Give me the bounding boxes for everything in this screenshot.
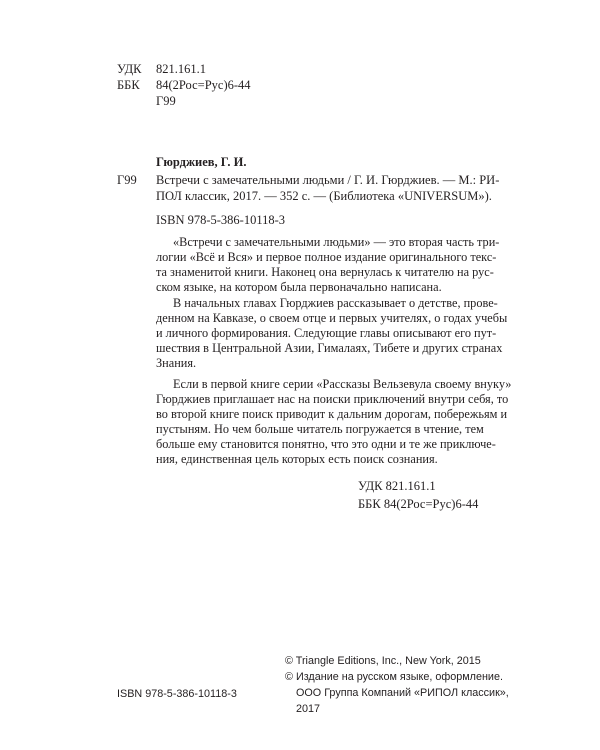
annotation-line: и личного формирования. Следующие главы описывают его пут-	[156, 326, 497, 340]
bibliographic-line: Встречи с замечательными людьми / Г. И. Гюрджиев. — М.: РИ-	[156, 173, 500, 187]
bbk-value: 84(2Рос=Рус)6-44	[156, 78, 251, 92]
copyright-line: 2017	[296, 703, 321, 715]
isbn-bottom: ISBN 978-5-386-10118-3	[117, 688, 237, 700]
author-heading: Гюрджиев, Г. И.	[156, 155, 247, 169]
annotation-line: «Встречи с замечательными людьми» — это вторая часть три-	[173, 235, 500, 249]
author-mark-top: Г99	[156, 94, 176, 108]
copyright-line: © Издание на русском языке, оформление.	[285, 671, 503, 683]
annotation-line: Если в первой книге серии «Рассказы Вельзевула своему внуку»	[173, 377, 512, 391]
udk-right: УДК 821.161.1	[358, 479, 436, 493]
annotation-line: ском языке, на котором была первоначально написана.	[156, 280, 442, 294]
bbk-right: ББК 84(2Рос=Рус)6-44	[358, 497, 479, 511]
annotation-line: В начальных главах Гюрджиев рассказывает о детстве, прове-	[173, 296, 498, 310]
annotation-line: логии «Всё и Вся» и первое полное издание оригинального текс-	[156, 250, 497, 264]
udk-label: УДК	[117, 62, 142, 76]
annotation-line: пустыням. Но чем больше читатель погружается в чтение, тем	[156, 422, 484, 436]
copyright-line: © Triangle Editions, Inc., New York, 2015	[285, 655, 481, 667]
isbn-record: ISBN 978-5-386-10118-3	[156, 213, 286, 227]
annotation-line: та знаменитой книги. Наконец она вернулась к читателю на рус-	[156, 265, 494, 279]
annotation-line: больше ему становится понятно, что это одни и те же приключе-	[156, 437, 496, 451]
udk-value: 821.161.1	[156, 62, 206, 76]
bibliographic-line: ПОЛ классик, 2017. — 352 с. — (Библиотека «UNIVERSUM»).	[156, 189, 492, 203]
bbk-label: ББК	[117, 78, 140, 92]
annotation-line: Знания.	[156, 356, 197, 370]
annotation-line: во второй книге поиск приводит к дальним дорогам, побережьям и	[156, 407, 508, 421]
copyright-line: ООО Группа Компаний «РИПОЛ классик»,	[296, 687, 509, 699]
annotation-line: шествия в Центральной Азии, Гималаях, Тибете и других странах	[156, 341, 503, 355]
annotation-line: Гюрджиев приглашает нас на поиски приключений внутри себя, то	[156, 392, 509, 406]
author-mark: Г99	[117, 173, 137, 187]
annotation-line: ния, единственная цель которых есть поиск сознания.	[156, 452, 438, 466]
annotation-line: денном на Кавказе, о своем отце и первых учителях, о годах учебы	[156, 311, 508, 325]
